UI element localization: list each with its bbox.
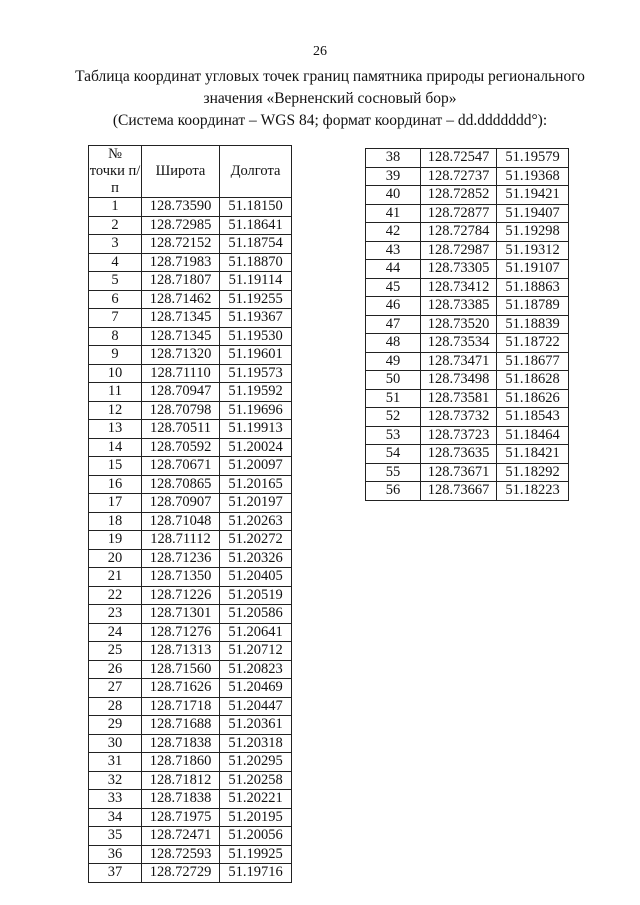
latitude-cell: 128.72987	[421, 241, 497, 260]
longitude-cell: 51.19716	[220, 864, 292, 883]
table-row	[366, 334, 569, 353]
latitude-cell: 128.71838	[142, 734, 220, 753]
latitude-cell: 128.73732	[421, 408, 497, 427]
longitude-cell: 51.19298	[497, 223, 569, 242]
point-number: 51	[366, 389, 421, 408]
longitude-cell: 51.20447	[220, 697, 292, 716]
point-number: 25	[89, 642, 142, 661]
point-number: 15	[89, 457, 142, 476]
latitude-cell: 128.71345	[142, 327, 220, 346]
latitude-cell: 128.73305	[421, 260, 497, 279]
point-number: 26	[89, 660, 142, 679]
coordinates-table-right	[365, 148, 569, 501]
latitude-cell: 128.72547	[421, 149, 497, 168]
table-row	[89, 864, 292, 883]
longitude-cell: 51.20405	[220, 568, 292, 587]
header-latitude: Широта	[142, 146, 220, 198]
table-row	[89, 642, 292, 661]
longitude-cell: 51.18223	[497, 482, 569, 501]
longitude-cell: 51.18292	[497, 463, 569, 482]
point-number: 13	[89, 420, 142, 439]
point-number: 18	[89, 512, 142, 531]
longitude-cell: 51.19114	[220, 272, 292, 291]
longitude-cell: 51.19696	[220, 401, 292, 420]
longitude-cell: 51.19530	[220, 327, 292, 346]
longitude-cell: 51.18722	[497, 334, 569, 353]
longitude-cell: 51.18626	[497, 389, 569, 408]
point-number: 6	[89, 290, 142, 309]
point-number: 34	[89, 808, 142, 827]
point-number: 29	[89, 716, 142, 735]
longitude-cell: 51.20165	[220, 475, 292, 494]
table-row	[89, 309, 292, 328]
longitude-cell: 51.18863	[497, 278, 569, 297]
longitude-cell: 51.18543	[497, 408, 569, 427]
latitude-cell: 128.71276	[142, 623, 220, 642]
table-row	[366, 297, 569, 316]
point-number: 7	[89, 309, 142, 328]
table-row	[366, 167, 569, 186]
table-row	[89, 734, 292, 753]
point-number: 52	[366, 408, 421, 427]
point-number: 9	[89, 346, 142, 365]
point-number: 39	[366, 167, 421, 186]
table-row	[366, 482, 569, 501]
point-number: 56	[366, 482, 421, 501]
longitude-cell: 51.20823	[220, 660, 292, 679]
latitude-cell: 128.72729	[142, 864, 220, 883]
longitude-cell: 51.19107	[497, 260, 569, 279]
longitude-cell: 51.20258	[220, 771, 292, 790]
longitude-cell: 51.19925	[220, 845, 292, 864]
point-number: 50	[366, 371, 421, 390]
latitude-cell: 128.71983	[142, 253, 220, 272]
point-number: 4	[89, 253, 142, 272]
table-row	[89, 475, 292, 494]
point-number: 43	[366, 241, 421, 260]
table-row	[89, 549, 292, 568]
point-number: 2	[89, 216, 142, 235]
point-number: 3	[89, 235, 142, 254]
longitude-cell: 51.20586	[220, 605, 292, 624]
longitude-cell: 51.18677	[497, 352, 569, 371]
title-line-2: значения «Верненский сосновый бор»	[203, 90, 457, 107]
table-row	[89, 697, 292, 716]
table-row	[366, 389, 569, 408]
latitude-cell: 128.71048	[142, 512, 220, 531]
latitude-cell: 128.71301	[142, 605, 220, 624]
latitude-cell: 128.73498	[421, 371, 497, 390]
longitude-cell: 51.20519	[220, 586, 292, 605]
table-row	[89, 364, 292, 383]
title-line-3: (Система координат – WGS 84; формат координат – dd.ddddddd°):	[112, 112, 548, 129]
latitude-cell: 128.70947	[142, 383, 220, 402]
table-row	[89, 494, 292, 513]
latitude-cell: 128.70592	[142, 438, 220, 457]
longitude-cell: 51.20056	[220, 827, 292, 846]
latitude-cell: 128.71807	[142, 272, 220, 291]
point-number: 11	[89, 383, 142, 402]
point-number: 41	[366, 204, 421, 223]
title-line-1: Таблица координат угловых точек границ памятника природы регионального	[75, 68, 585, 85]
table-row	[366, 352, 569, 371]
latitude-cell: 128.71838	[142, 790, 220, 809]
latitude-cell: 128.70798	[142, 401, 220, 420]
point-number: 44	[366, 260, 421, 279]
longitude-cell: 51.19573	[220, 364, 292, 383]
longitude-cell: 51.20195	[220, 808, 292, 827]
latitude-cell: 128.72471	[142, 827, 220, 846]
longitude-cell: 51.20263	[220, 512, 292, 531]
latitude-cell: 128.72152	[142, 235, 220, 254]
point-number: 46	[366, 297, 421, 316]
table-row	[89, 753, 292, 772]
latitude-cell: 128.71560	[142, 660, 220, 679]
table-row	[89, 568, 292, 587]
latitude-cell: 128.72784	[421, 223, 497, 242]
longitude-cell: 51.20097	[220, 457, 292, 476]
longitude-cell: 51.20197	[220, 494, 292, 513]
table-row	[89, 623, 292, 642]
latitude-cell: 128.73520	[421, 315, 497, 334]
latitude-cell: 128.71812	[142, 771, 220, 790]
latitude-cell: 128.70907	[142, 494, 220, 513]
latitude-cell: 128.71718	[142, 697, 220, 716]
table-row	[366, 223, 569, 242]
longitude-cell: 51.18464	[497, 426, 569, 445]
latitude-cell: 128.71320	[142, 346, 220, 365]
point-number: 16	[89, 475, 142, 494]
latitude-cell: 128.72593	[142, 845, 220, 864]
point-number: 49	[366, 352, 421, 371]
longitude-cell: 51.18150	[220, 198, 292, 217]
table-row	[89, 216, 292, 235]
table-row	[366, 371, 569, 390]
latitude-cell: 128.73534	[421, 334, 497, 353]
longitude-cell: 51.18870	[220, 253, 292, 272]
point-number: 24	[89, 623, 142, 642]
latitude-cell: 128.73590	[142, 198, 220, 217]
latitude-cell: 128.71236	[142, 549, 220, 568]
point-number: 33	[89, 790, 142, 809]
latitude-cell: 128.73385	[421, 297, 497, 316]
point-number: 21	[89, 568, 142, 587]
latitude-cell: 128.71350	[142, 568, 220, 587]
point-number: 19	[89, 531, 142, 550]
longitude-cell: 51.20024	[220, 438, 292, 457]
table-row	[366, 260, 569, 279]
table-row	[89, 383, 292, 402]
point-number: 5	[89, 272, 142, 291]
table-row	[366, 204, 569, 223]
table-row	[89, 253, 292, 272]
latitude-cell: 128.73581	[421, 389, 497, 408]
table-row	[89, 586, 292, 605]
table-row	[89, 512, 292, 531]
table-row	[366, 408, 569, 427]
latitude-cell: 128.73671	[421, 463, 497, 482]
point-number: 8	[89, 327, 142, 346]
longitude-cell: 51.20326	[220, 549, 292, 568]
table-row	[89, 327, 292, 346]
longitude-cell: 51.19601	[220, 346, 292, 365]
point-number: 40	[366, 186, 421, 205]
longitude-cell: 51.18421	[497, 445, 569, 464]
longitude-cell: 51.20712	[220, 642, 292, 661]
point-number: 38	[366, 149, 421, 168]
latitude-cell: 128.70511	[142, 420, 220, 439]
table-row	[366, 149, 569, 168]
table-row	[89, 290, 292, 309]
longitude-cell: 51.18628	[497, 371, 569, 390]
longitude-cell: 51.19592	[220, 383, 292, 402]
table-row	[89, 660, 292, 679]
longitude-cell: 51.19913	[220, 420, 292, 439]
coordinates-table-right-body	[366, 149, 569, 501]
point-number: 27	[89, 679, 142, 698]
point-number: 1	[89, 198, 142, 217]
table-row	[89, 771, 292, 790]
table-row	[89, 198, 292, 217]
point-number: 22	[89, 586, 142, 605]
longitude-cell: 51.20641	[220, 623, 292, 642]
longitude-cell: 51.20221	[220, 790, 292, 809]
latitude-cell: 128.71626	[142, 679, 220, 698]
longitude-cell: 51.20361	[220, 716, 292, 735]
point-number: 36	[89, 845, 142, 864]
point-number: 14	[89, 438, 142, 457]
page-number: 26	[313, 44, 327, 59]
longitude-cell: 51.18641	[220, 216, 292, 235]
point-number: 23	[89, 605, 142, 624]
table-row	[89, 346, 292, 365]
point-number: 28	[89, 697, 142, 716]
longitude-cell: 51.20295	[220, 753, 292, 772]
point-number: 48	[366, 334, 421, 353]
table-header-row	[89, 146, 292, 198]
table-row	[89, 605, 292, 624]
point-number: 53	[366, 426, 421, 445]
latitude-cell: 128.71462	[142, 290, 220, 309]
latitude-cell: 128.70865	[142, 475, 220, 494]
latitude-cell: 128.70671	[142, 457, 220, 476]
table-row	[89, 438, 292, 457]
longitude-cell: 51.20318	[220, 734, 292, 753]
table-row	[89, 420, 292, 439]
header-longitude: Долгота	[220, 146, 292, 198]
table-row	[89, 401, 292, 420]
table-row	[366, 241, 569, 260]
table-row	[89, 679, 292, 698]
point-number: 32	[89, 771, 142, 790]
latitude-cell: 128.71860	[142, 753, 220, 772]
table-row	[89, 272, 292, 291]
latitude-cell: 128.73667	[421, 482, 497, 501]
table-row	[89, 235, 292, 254]
longitude-cell: 51.19312	[497, 241, 569, 260]
point-number: 31	[89, 753, 142, 772]
latitude-cell: 128.71345	[142, 309, 220, 328]
latitude-cell: 128.71226	[142, 586, 220, 605]
latitude-cell: 128.73723	[421, 426, 497, 445]
point-number: 37	[89, 864, 142, 883]
table-row	[89, 827, 292, 846]
latitude-cell: 128.71688	[142, 716, 220, 735]
longitude-cell: 51.19368	[497, 167, 569, 186]
table-row	[89, 716, 292, 735]
longitude-cell: 51.18789	[497, 297, 569, 316]
latitude-cell: 128.73635	[421, 445, 497, 464]
latitude-cell: 128.71313	[142, 642, 220, 661]
table-row	[366, 315, 569, 334]
document-title	[60, 66, 600, 132]
point-number: 47	[366, 315, 421, 334]
table-row	[366, 186, 569, 205]
longitude-cell: 51.19421	[497, 186, 569, 205]
point-number: 42	[366, 223, 421, 242]
point-number: 12	[89, 401, 142, 420]
longitude-cell: 51.19407	[497, 204, 569, 223]
latitude-cell: 128.72877	[421, 204, 497, 223]
table-row	[366, 426, 569, 445]
longitude-cell: 51.20469	[220, 679, 292, 698]
point-number: 30	[89, 734, 142, 753]
longitude-cell: 51.20272	[220, 531, 292, 550]
latitude-cell: 128.72852	[421, 186, 497, 205]
table-row	[89, 790, 292, 809]
header-number: № точки п/п	[89, 146, 141, 196]
longitude-cell: 51.19579	[497, 149, 569, 168]
point-number: 55	[366, 463, 421, 482]
point-number: 45	[366, 278, 421, 297]
longitude-cell: 51.19255	[220, 290, 292, 309]
point-number: 54	[366, 445, 421, 464]
table-row	[89, 808, 292, 827]
longitude-cell: 51.18754	[220, 235, 292, 254]
latitude-cell: 128.73471	[421, 352, 497, 371]
table-row	[89, 531, 292, 550]
latitude-cell: 128.72737	[421, 167, 497, 186]
longitude-cell: 51.19367	[220, 309, 292, 328]
table-row	[366, 463, 569, 482]
table-row	[366, 278, 569, 297]
coordinates-table-left	[88, 145, 292, 883]
latitude-cell: 128.71110	[142, 364, 220, 383]
point-number: 20	[89, 549, 142, 568]
point-number: 35	[89, 827, 142, 846]
latitude-cell: 128.71975	[142, 808, 220, 827]
point-number: 10	[89, 364, 142, 383]
point-number: 17	[89, 494, 142, 513]
latitude-cell: 128.71112	[142, 531, 220, 550]
coordinates-table-left-body	[89, 198, 292, 883]
table-row	[89, 457, 292, 476]
longitude-cell: 51.18839	[497, 315, 569, 334]
latitude-cell: 128.73412	[421, 278, 497, 297]
table-row	[366, 445, 569, 464]
table-row	[89, 845, 292, 864]
latitude-cell: 128.72985	[142, 216, 220, 235]
